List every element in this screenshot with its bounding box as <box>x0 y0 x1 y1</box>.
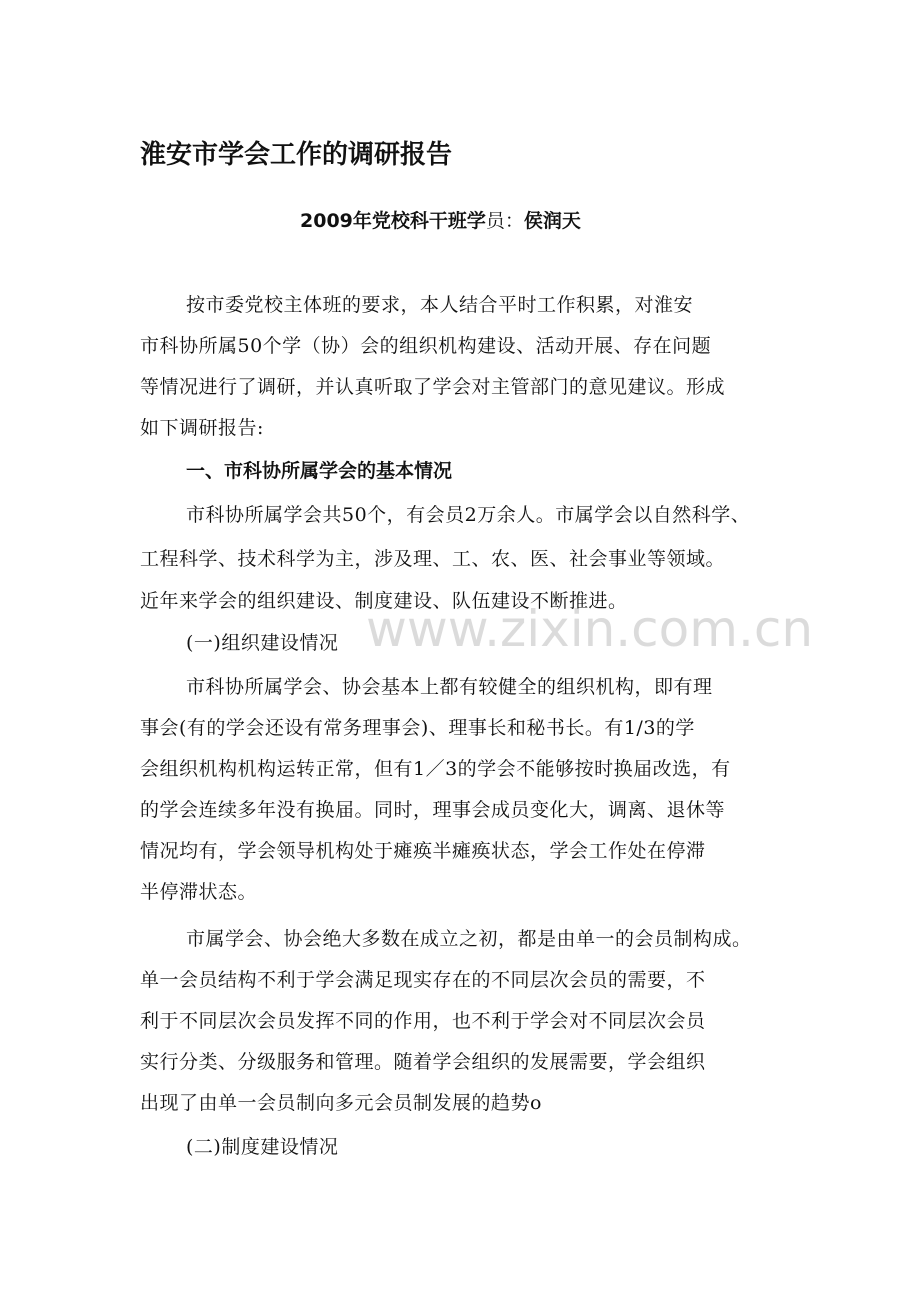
watermark: www.zixin.com.cn <box>366 600 814 658</box>
paragraph-1-line-2: 市科协所属50个学（协）会的组织机构建设、活动开展、存在问题 <box>140 335 712 357</box>
paragraph-2-line-3: 近年来学会的组织建设、制度建设、队伍建设不断推进。 <box>140 590 628 612</box>
paragraph-3-line-6: 半停滞状态。 <box>140 881 258 903</box>
paragraph-2-line-2: 工程科学、技术科学为主，涉及理、工、农、医、社会事业等领域。 <box>140 548 726 570</box>
paragraph-4-line-4: 实行分类、分级服务和管理。随着学会组织的发展需要，学会组织 <box>140 1051 706 1073</box>
section-heading-1: 一、市科协所属学会的基本情况 <box>186 460 453 482</box>
paragraph-3-line-5: 情况均有，学会领导机构处于瘫痪半瘫痪状态，学会工作处在停滞 <box>140 840 706 862</box>
author-line <box>300 206 581 233</box>
author-line-prefix: 2009年党校科干班学 <box>300 210 486 232</box>
author-line-role: 员： <box>485 210 524 232</box>
paragraph-3-line-1: 市科协所属学会、协会基本上都有较健全的组织机构，即有理 <box>186 676 713 698</box>
document-title: 淮安市学会工作的调研报告 <box>140 140 453 170</box>
subsection-2-heading: (二)制度建设情况 <box>186 1136 339 1158</box>
paragraph-1-line-4: 如下调研报告: <box>140 417 264 439</box>
paragraph-1-line-3: 等情况进行了调研，并认真听取了学会对主管部门的意见建议。形成 <box>140 376 726 398</box>
subsection-1-heading: (一)组织建设情况 <box>186 632 339 654</box>
paragraph-4-line-2: 单一会员结构不利于学会满足现实存在的不同层次会员的需要，不 <box>140 969 706 991</box>
paragraph-1-line-1: 按市委党校主体班的要求，本人结合平时工作积累，对淮安 <box>186 294 694 316</box>
paragraph-3-line-3: 会组织机构机构运转正常，但有1／3的学会不能够按时换届改选，有 <box>140 758 731 780</box>
paragraph-4-line-1: 市属学会、协会绝大多数在成立之初，都是由单一的会员制构成。 <box>186 928 752 950</box>
paragraph-3-line-2: 事会(有的学会还设有常务理事会)、理事长和秘书长。有1/3的学 <box>140 717 695 739</box>
paragraph-4-line-3: 利于不同层次会员发挥不同的作用，也不利于学会对不同层次会员 <box>140 1010 706 1032</box>
paragraph-2-line-1: 市科协所属学会共50个，有会员2万余人。市属学会以自然科学、 <box>186 504 751 526</box>
paragraph-4-line-5: 出现了由单一会员制向多元会员制发展的趋势o <box>140 1092 542 1114</box>
paragraph-3-line-4: 的学会连续多年没有换届。同时，理事会成员变化大，调离、退休等 <box>140 799 726 821</box>
author-name: 侯润天 <box>523 210 581 232</box>
